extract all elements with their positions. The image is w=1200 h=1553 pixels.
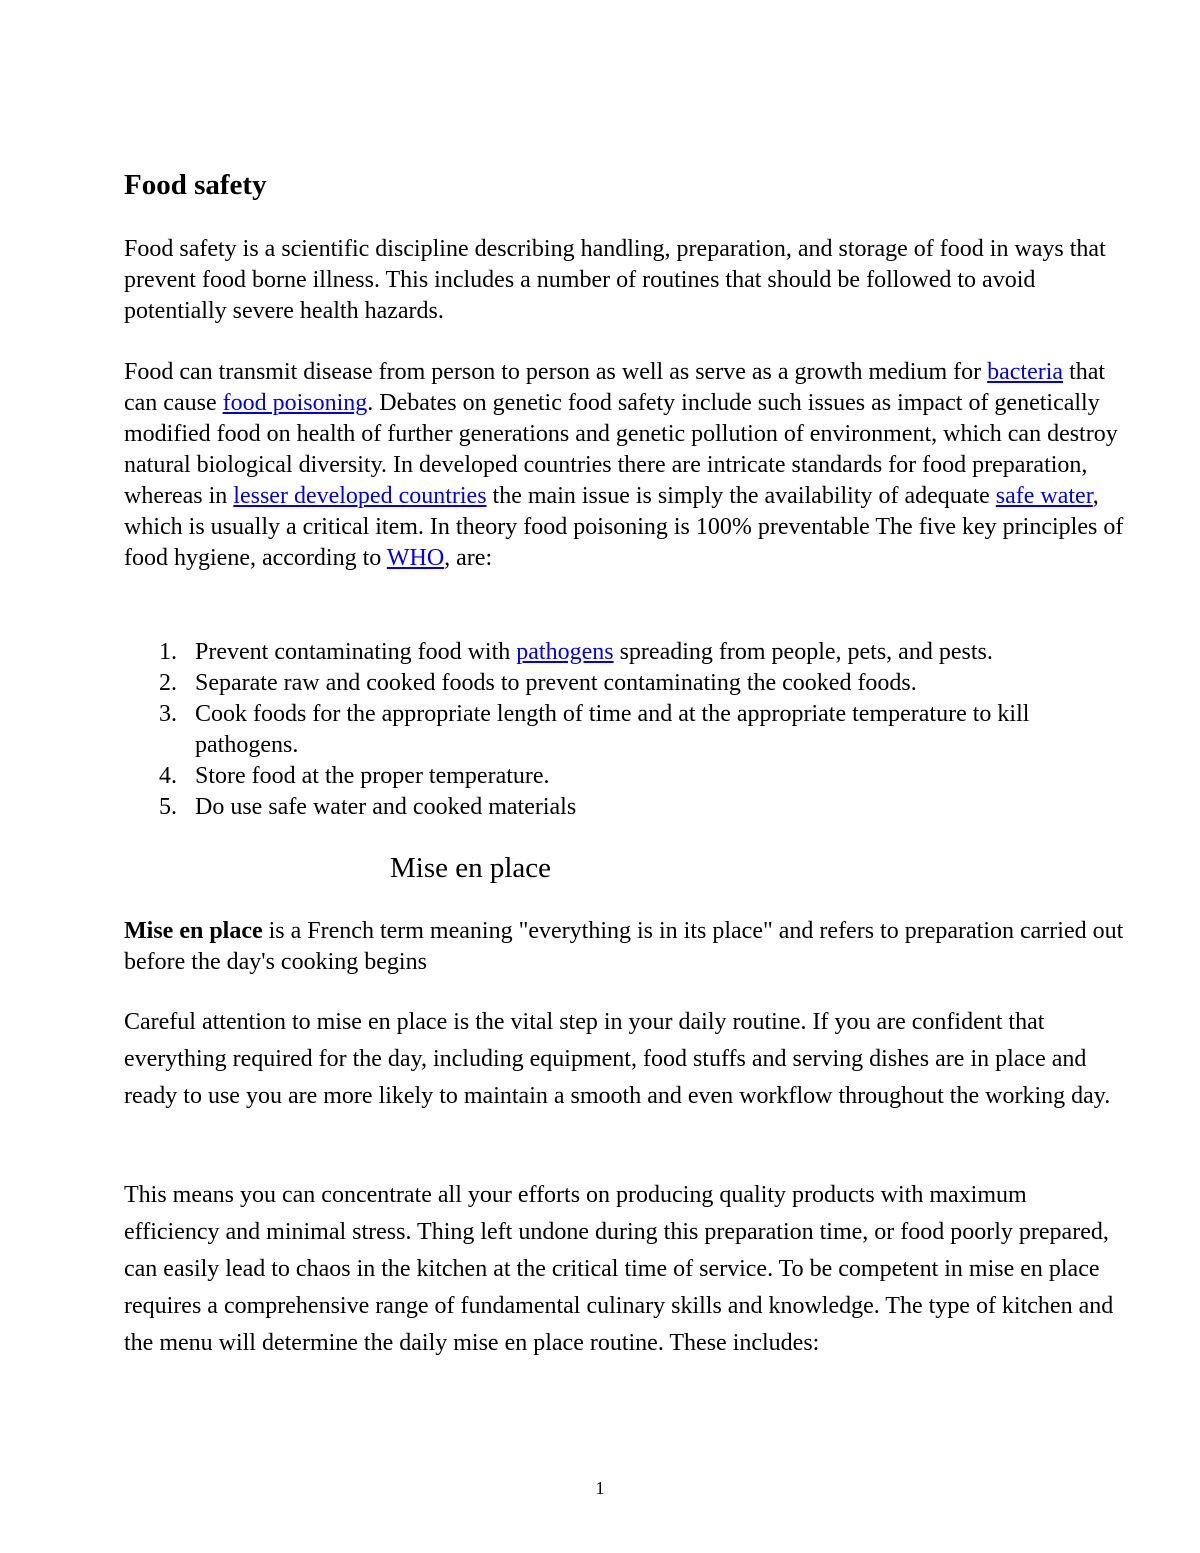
list-item	[124, 668, 1124, 699]
list-number: 5.	[159, 794, 177, 820]
para2-text-6: , are:	[444, 545, 493, 571]
list-item-text: Separate raw and cooked foods to prevent contaminating the cooked foods.	[195, 670, 917, 696]
list-number: 4.	[159, 763, 177, 789]
para2-text-4: the main issue is simply the availability of adequate	[486, 483, 996, 509]
list-number: 3.	[159, 701, 177, 727]
list-number: 1.	[159, 639, 177, 665]
bacteria-link[interactable]: bacteria	[987, 359, 1064, 385]
list-item-text: Store food at the proper temperature.	[195, 763, 550, 789]
section-heading: Mise en place	[390, 852, 552, 884]
para2-text-2: that can cause	[124, 359, 1106, 416]
mise-en-place-paragraph-1: Careful attention to mise en place is the vital step in your daily routine. If you are confident that everything required for the day, including equipment, food stuffs and serving dishes are in place and ready to use you are more likely to maintain a smooth and even workflow throughout the working day.	[124, 1009, 1111, 1109]
safe-water-link[interactable]: safe water	[995, 483, 1093, 509]
list-item	[124, 792, 1124, 823]
para2-text-5: , which is usually a critical item. In theory food poisoning is 100% preventable The five key principles of food hygiene, according to	[124, 483, 1124, 571]
list-item-text: Cook foods for the appropriate length of time and at the appropriate temperature to kill pathogens.	[195, 701, 1030, 758]
food-poisoning-link[interactable]: food poisoning	[222, 390, 368, 416]
para2-text-1: Food can transmit disease from person to person as well as serve as a growth medium for	[124, 359, 988, 385]
list-item-text: Do use safe water and cooked materials	[195, 794, 577, 820]
list-number: 2.	[159, 670, 177, 696]
mise-en-place-term: Mise en place	[124, 918, 263, 944]
list-item	[124, 761, 1124, 792]
mise-en-place-definition	[124, 916, 1124, 978]
page-number: 1	[595, 1478, 605, 1498]
food-safety-intro-paragraph: Food safety is a scientific discipline describing handling, preparation, and storage of food in ways that prevent food borne illness. This includes a number of routines that should be followed to avoid potentially severe health hazards.	[124, 236, 1106, 324]
who-link[interactable]: WHO	[386, 545, 445, 571]
page-title: Food safety	[124, 169, 267, 201]
para2-text-3: . Debates on genetic food safety include such issues as impact of genetically modified food on health of further generations and genetic pollution of environment, which can destroy natural biological diversity. In developed countries there are intricate standards for food preparation, whereas in	[124, 390, 1118, 509]
list-item-text: spreading from people, pets, and pests.	[613, 639, 993, 665]
lesser-developed-countries-link[interactable]: lesser developed countries	[233, 483, 487, 509]
definition-text: is a French term meaning "everything is in its place" and refers to preparation carried out before the day's cooking begins	[124, 918, 1124, 975]
list-item	[124, 637, 1124, 668]
list-item-text: Prevent contaminating food with	[195, 639, 517, 665]
food-safety-detail-paragraph	[124, 357, 1124, 574]
mise-en-place-paragraph-2: This means you can concentrate all your efforts on producing quality products with maximum efficiency and minimal stress. Thing left undone during this preparation time, or food poorly prepared, can easily lead to chaos in the kitchen at the critical time of service. To be competent in mise en place requires a comprehensive range of fundamental culinary skills and knowledge. The type of kitchen and the menu will determine the daily mise en place routine. These includes:	[124, 1182, 1114, 1356]
food-hygiene-principles-list	[124, 637, 1124, 823]
pathogens-link[interactable]: pathogens	[516, 639, 614, 665]
list-item	[124, 699, 1124, 761]
